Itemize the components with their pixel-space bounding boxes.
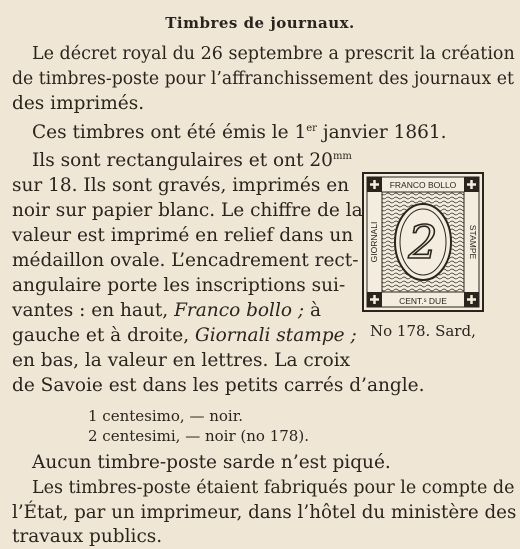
text-line: Le décret royal du 26 septembre a prescrit la création	[32, 44, 515, 64]
text-line	[12, 299, 321, 323]
text-line	[12, 324, 357, 348]
figure-caption: No 178. Sard,	[370, 322, 476, 340]
stamp-left-text: GIORNALI	[369, 221, 379, 263]
italic-text: Franco bollo ;	[174, 300, 305, 321]
text-line: médaillon ovale. L’encadrement rect-	[12, 250, 359, 271]
text-line: Les timbres-poste étaient fabriqués pour le compte de	[32, 478, 515, 498]
text-line: Aucun timbre-poste sarde n’est piqué.	[32, 452, 391, 473]
text-line: en bas, la valeur en lettres. La croix	[12, 350, 351, 371]
stamp-value-numeral: 2	[408, 215, 438, 269]
price-line: 1 centesimo, — noir.	[88, 407, 243, 425]
text-line: des imprimés.	[12, 93, 145, 114]
text-span: gauche et à droite,	[12, 325, 195, 346]
section-title: Timbres de journaux.	[165, 14, 355, 32]
text-line: valeur est imprimé en relief dans un	[12, 225, 354, 246]
text-span: Ils sont rectangulaires et ont 20	[32, 150, 333, 171]
superscript: mm	[332, 150, 352, 162]
text-span: Ces timbres ont été émis le 1	[32, 122, 307, 143]
text-line: l’État, par un imprimeur, dans l’hôtel du ministère des	[12, 502, 517, 523]
text-span: vantes : en haut,	[12, 300, 175, 321]
text-line: de Savoie est dans les petits carrés d’angle.	[12, 375, 425, 396]
savoy-cross-icon	[367, 177, 382, 192]
text-line	[32, 149, 352, 173]
text-line: sur 18. Ils sont gravés, imprimés en	[12, 175, 350, 196]
stamp-illustration	[362, 172, 484, 312]
savoy-cross-icon	[464, 292, 479, 307]
text-span: janvier 1861.	[316, 122, 447, 143]
superscript: er	[306, 122, 317, 134]
stamp-right-text: STAMPE	[468, 224, 478, 260]
text-line: travaux publics.	[12, 526, 163, 547]
text-span: à	[304, 300, 322, 321]
text-line	[32, 121, 447, 145]
text-line: angulaire porte les inscriptions sui-	[12, 275, 346, 296]
price-line: 2 centesimi, — noir (no 178).	[88, 427, 309, 445]
savoy-cross-icon	[367, 292, 382, 307]
stamp-top-text: FRANCO BOLLO	[389, 180, 457, 190]
savoy-cross-icon	[464, 177, 479, 192]
text-line: de timbres-poste pour l’affranchissement des journaux et	[12, 69, 514, 89]
italic-text: Giornali stampe ;	[194, 325, 357, 346]
stamp-bottom-text: CENT.ˢ DUE	[399, 296, 447, 306]
text-line: noir sur papier blanc. Le chiffre de la	[12, 200, 363, 221]
